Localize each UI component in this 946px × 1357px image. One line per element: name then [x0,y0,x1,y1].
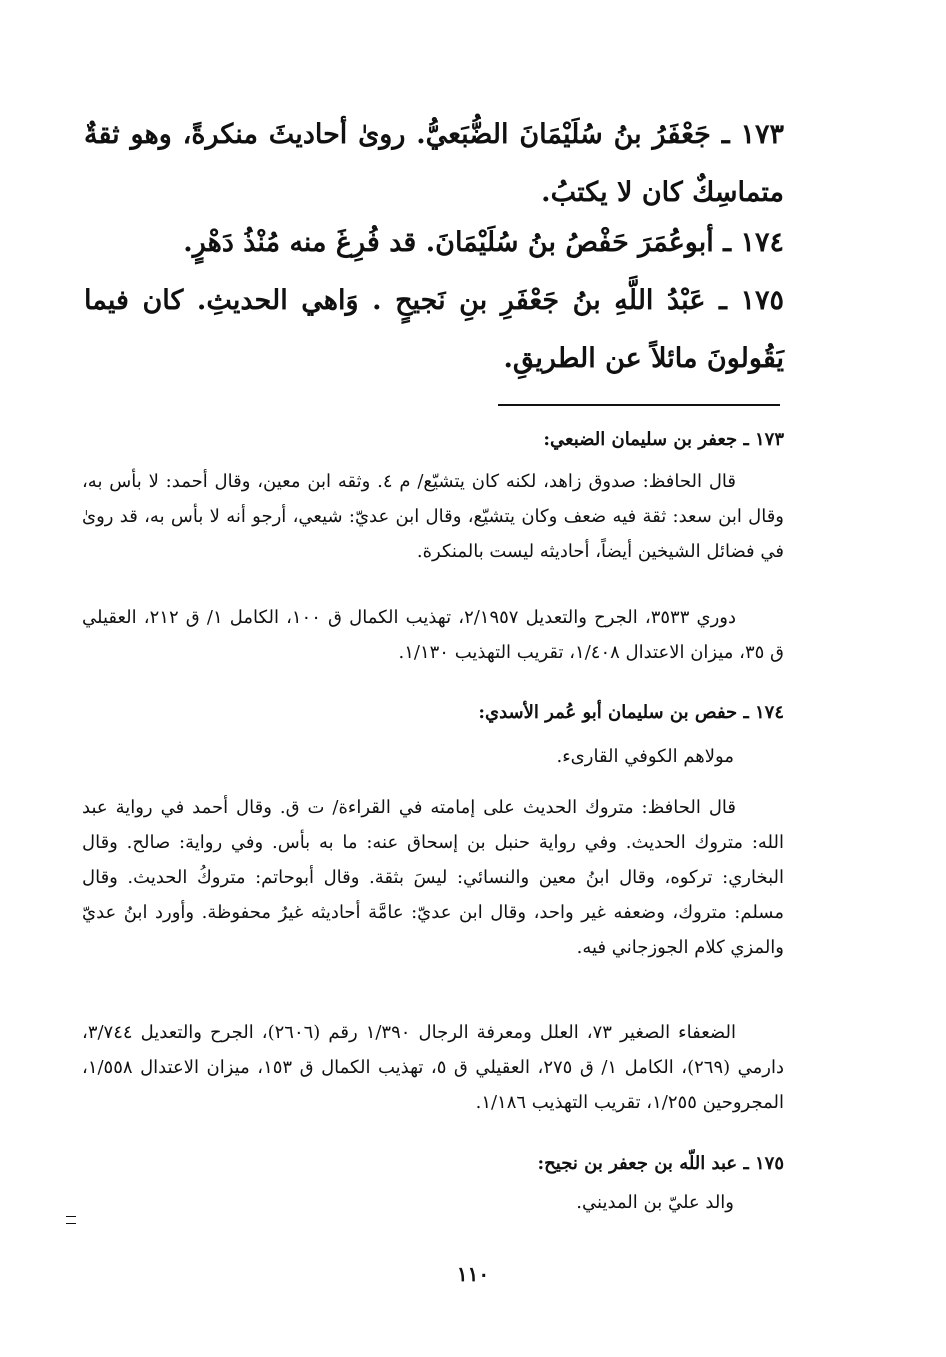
entry-174: ١٧٤ ـ أبوعُمَرَ حَفْصُ بنُ سُلَيْمَانَ. قد فُرِغَ منه مُنْذُ دَهْرٍ. [183,227,784,258]
footnote-173-heading: ١٧٣ ـ جعفر بن سليمان الضبعي: [543,429,784,450]
page-number: ١١٠ [456,1262,490,1286]
footnote-174-paragraph-1: قال الحافظ: متروك الحديث على إمامته في القراءة/ ت ق. وقال أحمد في رواية عبد الله: متروك الحديث. وفي رواية حنبل بن إسحاق عنه: ما به بأس. وفي رواية: صالح. وقال البخاري: تركوه، وقال ابنُ معين والنسائي: ليسَ بثقة. وقال أبوحاتم: متروكُ الحديث. وقال مسلم: متروك، وضعفه غير واحد، وقال ابن عديّ: عامَّة أحاديثه غيرُ محفوظة. وأورد ابنُ عديّ والمزي كلام الجوزجاني فيه. [82,797,784,958]
footnote-separator [498,404,780,406]
footnote-175-heading: ١٧٥ ـ عبد اللّه بن جعفر بن نجيح: [537,1153,784,1174]
footnote-173-paragraph-1: قال الحافظ: صدوق زاهد، لكنه كان يتشيّع/ م ٤. وثقه ابن معين، وقال أحمد: لا بأس به، وقال ابن سعد: ثقة فيه ضعف وكان يتشيّع، وقال ابن عديّ: شيعي، أرجو أنه لا بأس به، قد روىٰ في فضائل الشيخين أيضاً، أحاديثه ليست بالمنكرة. [82,471,784,562]
footnote-173-paragraph-2: دوري ٣٥٣٣، الجرح والتعديل ٢/١٩٥٧، تهذيب الكمال ق ١٠٠، الكامل ١/ ق ٢١٢، العقيلي ق ٣٥، ميزان الاعتدال ١/٤٠٨، تقريب التهذيب ١/١٣٠. [82,607,784,663]
footnote-174-paragraph-2: الضعفاء الصغير ٧٣، العلل ومعرفة الرجال ١/٣٩٠ رقم (٢٦٠٦)، الجرح والتعديل ٣/٧٤٤، دارمي (٢٦٩)، الكامل ١/ ق ٢٧٥، العقيلي ق ٥، تهذيب الكمال ق ١٥٣، ميزان الاعتدال ١/٥٥٨، المجروحين ١/٢٥٥، تقريب التهذيب ١/١٨٦. [82,1022,785,1113]
footnote-174-heading: ١٧٤ ـ حفص بن سليمان أبو عُمر الأسدي: [478,702,784,723]
footnote-174-subline: مولاهم الكوفي القارىء. [556,746,734,767]
entry-175: ١٧٥ ـ عَبْدُ اللَّهِ بنُ جَعْفَرِ بنِ نَجيحٍ . وَاهي الحديثِ. كان فيما يَقُولونَ مائلاً عن الطريقِ. [84,285,784,374]
margin-mark [66,1216,76,1224]
entry-173: ١٧٣ ـ جَعْفَرُ بنُ سُلَيْمَانَ الضُّبَعيُّ. روىٰ أحاديثَ منكرةً، وهو ثقةٌ متماسِكٌ كان لا يكتبُ. [84,119,785,208]
footnote-175-subline: والد عليّ بن المديني. [576,1192,734,1213]
